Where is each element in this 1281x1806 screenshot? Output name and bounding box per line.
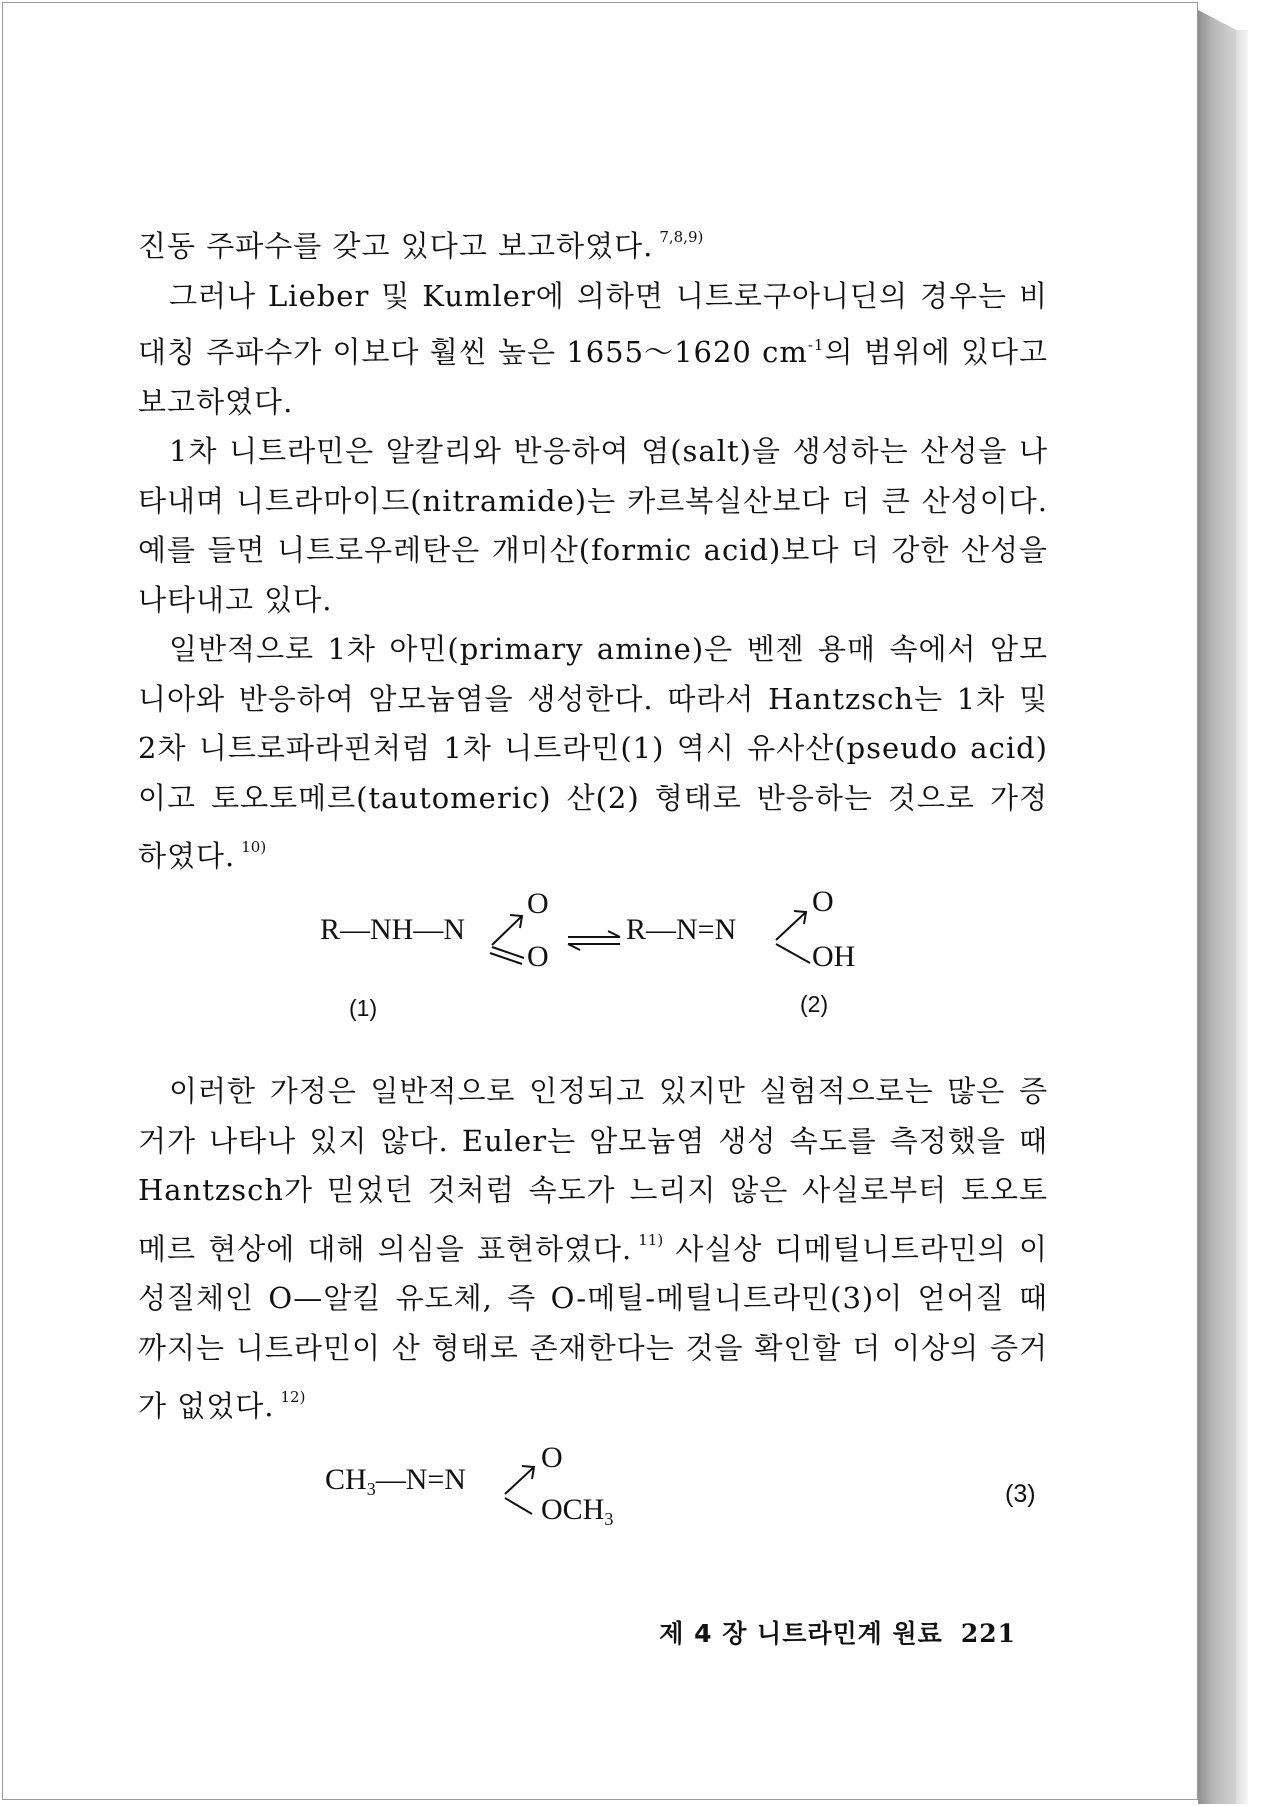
paragraph-2-text-end: 의 범위에 있다고 보고하였다.	[138, 335, 1049, 419]
paragraph-5-text: 이러한 가정은 일반적으로 인정되고 있지만 실험적으로는 많은 증거가 나타나 있지 않다. Euler는 암모늄염 생성 속도를 측정했을 때 Hantzsch가 믿었던 것처럼 속도가 느리지 않은 사실로부터 토오토메르 현상에 대해 의심을 표현하였다.	[138, 1074, 1048, 1266]
chapter-title: 제 4 장 니트라민계 원료	[659, 1619, 943, 1648]
formula-r-nh-n: R—NH—N	[320, 913, 466, 946]
paragraph-1-text: 진동 주파수를 갖고 있다고 보고하였다.	[138, 229, 654, 263]
paragraph-2-text: 그러나 Lieber 및 Kumler에 의하면 니트로구아니딘의 경우는 비대칭 주파수가 이보다 훨씬 높은 1655～1620 cm	[138, 278, 1048, 369]
formula-left-o-top: O	[527, 887, 549, 920]
page-number: 221	[960, 1619, 1016, 1648]
formula-r-n-n: R—N=N	[626, 913, 737, 946]
superscript-minus-1: -1	[807, 336, 825, 354]
formula-ch: CH	[325, 1463, 367, 1496]
paragraph-4-text: 일반적으로 1차 아민(primary amine)은 벤젠 용매 속에서 암모니아와 반응하여 암모늄염을 생성한다. 따라서 Hantzsch는 1차 및 2차 니트로파라핀처럼 1차 니트라민(1) 역시 유사산(pseudo acid)이고 토오토메르(tautomeric) 산(2) 형태로 반응하는 것으로 가정하였다.	[138, 632, 1048, 873]
citation-12: 12)	[280, 1388, 306, 1406]
formula-o-top: O	[541, 1441, 563, 1474]
citation-11: 11)	[638, 1230, 664, 1249]
formula-right-o-top: O	[812, 885, 834, 918]
formula-och-subscript-3: 3	[604, 1509, 614, 1529]
formula-left-o-bottom: O	[527, 940, 549, 973]
formula-n-n: —N=N	[375, 1463, 466, 1496]
structure-3-dative-bond	[505, 1467, 534, 1494]
paragraph-5-text-continued: 사실상 디메틸니트라민의 이성질체인 O—알킬 유도체, 즉 O-메틸-메틸니트라민(3)이 얻어질 때까지는 니트라민이 산 형태로 존재한다는 것을 확인할 더 이상의 증거가 없었다.	[138, 1231, 1048, 1423]
formula-subscript-3: 3	[366, 1479, 376, 1499]
structure-3-bond-to-och3	[505, 1498, 532, 1514]
formula-right-oh: OH	[812, 940, 856, 973]
compound-label-1: (1)	[349, 995, 378, 1021]
page-footer	[650, 1614, 1016, 1650]
compound-label-3: (3)	[1005, 1480, 1036, 1508]
compound-label-2: (2)	[800, 991, 829, 1017]
paragraph-3: 1차 니트라민은 알칼리와 반응하여 염(salt)을 생성하는 산성을 나타내며 니트라마이드(nitramide)는 카르복실산보다 더 큰 산성이다. 예를 들면 니트로우레탄은 개미산(formic acid)보다 더 강한 산성을 나타내고 있다.	[138, 434, 1048, 617]
citation-10: 10)	[241, 838, 267, 856]
citation-7-8-9: 7,8,9)	[659, 228, 704, 246]
formula-och: OCH	[541, 1493, 605, 1526]
